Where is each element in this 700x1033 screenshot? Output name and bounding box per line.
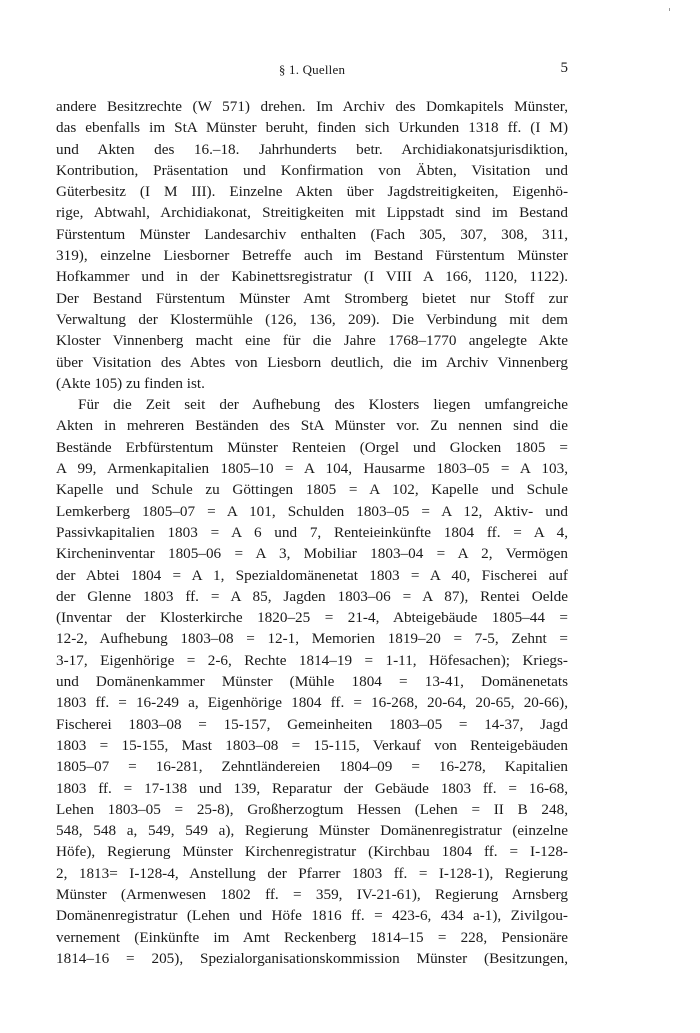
text-line: 1805–07 = 16-281, Zehntländereien 1804–09 = 16-278, Kapitalien [56, 758, 568, 776]
text-line: vernement (Einkünfte im Amt Reckenberg 1814–15 = 228, Pensionäre [56, 928, 568, 946]
text-line: der Abtei 1804 = A 1, Spezialdomänenetat 1803 = A 40, Fischerei auf [56, 566, 568, 584]
text-line: 1803 ff. = 16-249 a, Eigenhörige 1804 ff. = 16-268, 20-64, 20-65, 20-66), [56, 694, 568, 712]
body-text [56, 96, 568, 969]
text-line: über Visitation des Abtes von Liesborn deutlich, die im Archiv Vinnenberg [56, 353, 568, 371]
text-line: Fürstentum Münster Landesarchiv enthalten (Fach 305, 307, 308, 311, [56, 225, 568, 243]
text-line: Höfe), Regierung Münster Kirchenregistratur (Kirchbau 1804 ff. = I-128- [56, 843, 568, 861]
paragraph-first-line: Für die Zeit seit der Aufhebung des Klosters liegen umfangreiche [78, 396, 568, 414]
text-line: der Glenne 1803 ff. = A 85, Jagden 1803–06 = A 87), Rentei Oelde [56, 587, 568, 605]
text-line: 319), einzelne Liesborner Betreffe auch im Bestand Fürstentum Münster [56, 247, 568, 265]
paragraph-end-line: (Akte 105) zu finden ist. [56, 374, 205, 392]
text-line: (Inventar der Klosterkirche 1820–25 = 21-4, Abteigebäude 1805–44 = [56, 609, 568, 627]
text-line: Kloster Vinnenberg macht eine für die Jahre 1768–1770 angelegte Akte [56, 332, 568, 350]
text-line: Passivkapitalien 1803 = A 6 und 7, Renteieinkünfte 1804 ff. = A 4, [56, 523, 568, 541]
page-number: 5 [560, 60, 568, 76]
text-line: Lemkerberg 1805–07 = A 101, Schulden 1803–05 = A 12, Aktiv- und [56, 502, 568, 520]
running-title: § 1. Quellen [278, 62, 346, 77]
text-line: Güterbesitz (I M III). Einzelne Akten über Jagdstreitigkeiten, Eigenhö- [56, 183, 568, 201]
text-line: und Domänenkammer Münster (Mühle 1804 = 13-41, Domänenetats [56, 673, 568, 691]
text-line: 548, 548 a, 549, 549 a), Regierung Münster Domänenregistratur (einzelne [56, 822, 568, 840]
running-head [56, 62, 568, 82]
text-line: Verwaltung der Klostermühle (126, 136, 209). Die Verbindung mit dem [56, 310, 568, 328]
text-line: 3-17, Eigenhörige = 2-6, Rechte 1814–19 = 1-11, Höfesachen); Kriegs- [56, 651, 568, 669]
text-line: 1814–16 = 205), Spezialorganisationskommission Münster (Besitzungen, [56, 949, 568, 967]
text-line: 12-2, Aufhebung 1803–08 = 12-1, Memorien 1819–20 = 7-5, Zehnt = [56, 630, 568, 648]
text-line: und Akten des 16.–18. Jahrhunderts betr. Archidiakonatsjurisdiktion, [56, 140, 568, 158]
text-line: rige, Abtwahl, Archidiakonat, Streitigkeiten mit Lippstadt sind im Bestand [56, 204, 568, 222]
text-line: Domänenregistratur (Lehen und Höfe 1816 ff. = 423-6, 434 a-1), Zivilgou- [56, 907, 568, 925]
text-line: Kontribution, Präsentation und Konfirmation von Äbten, Visitation und [56, 161, 568, 179]
text-line: Akten in mehreren Beständen des StA Münster vor. Zu nennen sind die [56, 417, 568, 435]
text-line: das ebenfalls im StA Münster beruht, finden sich Urkunden 1318 ff. (I M) [56, 119, 568, 137]
text-line: A 99, Armenkapitalien 1805–10 = A 104, Hausarme 1803–05 = A 103, [56, 460, 568, 478]
text-line: Der Bestand Fürstentum Münster Amt Stromberg bietet nur Stoff zur [56, 289, 568, 307]
text-line: 1803 = 15-155, Mast 1803–08 = 15-115, Verkauf von Renteigebäuden [56, 736, 568, 754]
text-line: 2, 1813= I-128-4, Anstellung der Pfarrer 1803 ff. = I-128-1), Regierung [56, 864, 568, 882]
scan-edge-mark [669, 8, 670, 11]
text-line: Fischerei 1803–08 = 15-157, Gemeinheiten 1803–05 = 14-37, Jagd [56, 715, 568, 733]
text-line: Lehen 1803–05 = 25-8), Großherzogtum Hessen (Lehen = II B 248, [56, 800, 568, 818]
text-line: Münster (Armenwesen 1802 ff. = 359, IV-21-61), Regierung Arnsberg [56, 885, 568, 903]
text-line: Hofkammer und in der Kabinettsregistratur (I VIII A 166, 1120, 1122). [56, 268, 568, 286]
text-line: Bestände Erbfürstentum Münster Renteien (Orgel und Glocken 1805 = [56, 438, 568, 456]
text-line: andere Besitzrechte (W 571) drehen. Im Archiv des Domkapitels Münster, [56, 98, 568, 115]
text-line: Kapelle und Schule zu Göttingen 1805 = A 102, Kapelle und Schule [56, 481, 568, 499]
text-line: 1803 ff. = 17-138 und 139, Reparatur der Gebäude 1803 ff. = 16-68, [56, 779, 568, 797]
text-line: Kircheninventar 1805–06 = A 3, Mobiliar 1803–04 = A 2, Vermögen [56, 545, 568, 563]
